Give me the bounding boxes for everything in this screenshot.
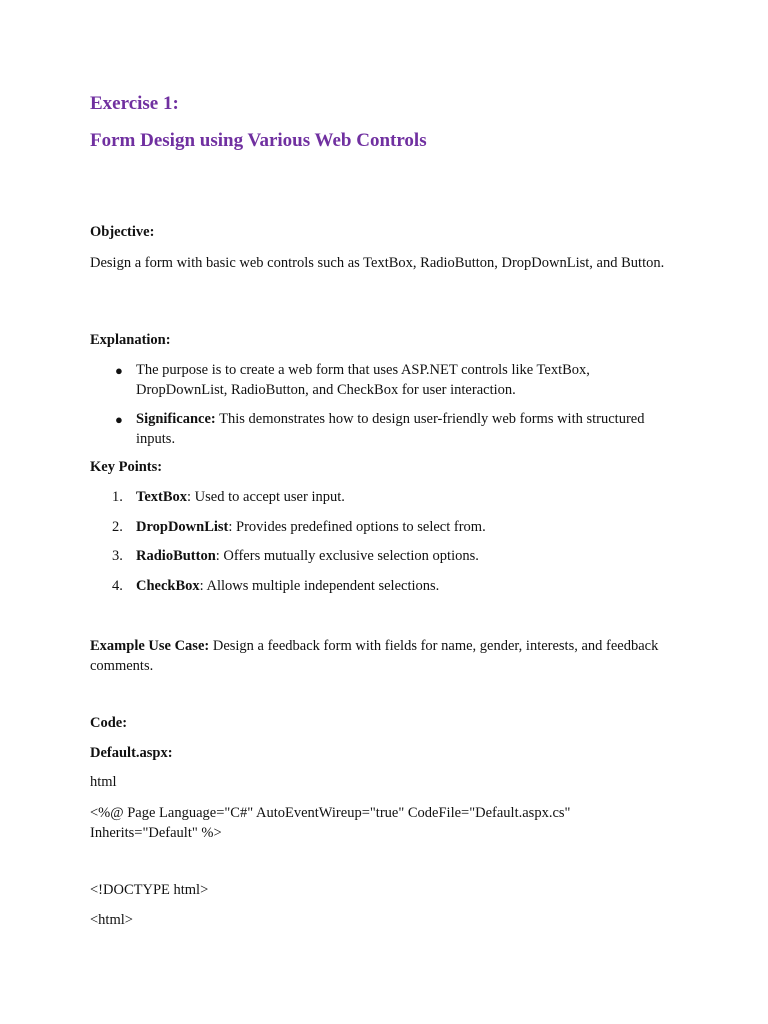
list-item-text: This demonstrates how to design user-friendly web forms with structured inputs. bbox=[136, 411, 645, 447]
list-item-bold: TextBox bbox=[136, 489, 188, 505]
bullet-icon: ● bbox=[115, 363, 123, 378]
example-use-case bbox=[90, 637, 680, 676]
key-points-heading: Key Points: bbox=[90, 459, 163, 475]
list-number: 2. bbox=[112, 519, 123, 535]
code-line-html: <html> bbox=[90, 912, 133, 928]
code-language-label: html bbox=[90, 774, 117, 790]
list-item bbox=[112, 577, 681, 597]
list-item-bold: DropDownList bbox=[136, 519, 229, 535]
list-item bbox=[112, 488, 681, 508]
list-number: 1. bbox=[112, 489, 123, 505]
objective-text: Design a form with basic web controls such as TextBox, RadioButton, DropDownList, and Button. bbox=[90, 255, 665, 271]
list-item-bold: Significance: bbox=[136, 411, 216, 427]
code-file-name: Default.aspx: bbox=[90, 745, 173, 761]
list-item-bold: CheckBox bbox=[136, 578, 200, 594]
list-item-text: The purpose is to create a web form that uses ASP.NET controls like TextBox, DropDownList, RadioButton, and CheckBox for user interaction. bbox=[136, 362, 590, 398]
code-line-doctype: <!DOCTYPE html> bbox=[90, 882, 209, 898]
list-item-text: : Used to accept user input. bbox=[187, 489, 345, 505]
exercise-title: Exercise 1: bbox=[90, 93, 179, 114]
code-line-page-directive: <%@ Page Language="C#" AutoEventWireup="true" CodeFile="Default.aspx.cs" Inherits="Default" %> bbox=[90, 805, 571, 841]
list-item-bold: RadioButton bbox=[136, 548, 216, 564]
list-number: 3. bbox=[112, 548, 123, 564]
list-item bbox=[112, 547, 681, 567]
list-item bbox=[115, 410, 681, 449]
code-heading: Code: bbox=[90, 715, 128, 731]
list-item bbox=[112, 518, 681, 538]
list-item-text: : Allows multiple independent selections. bbox=[199, 578, 440, 594]
example-heading: Example Use Case: bbox=[90, 638, 210, 654]
bullet-icon: ● bbox=[115, 412, 123, 427]
list-number: 4. bbox=[112, 578, 123, 594]
list-item-text: : Provides predefined options to select from. bbox=[228, 519, 486, 535]
list-item bbox=[115, 361, 681, 400]
exercise-subtitle: Form Design using Various Web Controls bbox=[90, 130, 427, 151]
list-item-text: : Offers mutually exclusive selection options. bbox=[215, 548, 479, 564]
explanation-heading: Explanation: bbox=[90, 332, 171, 348]
objective-heading: Objective: bbox=[90, 224, 155, 240]
example-text: Design a feedback form with fields for name, gender, interests, and feedback comments. bbox=[90, 638, 659, 674]
